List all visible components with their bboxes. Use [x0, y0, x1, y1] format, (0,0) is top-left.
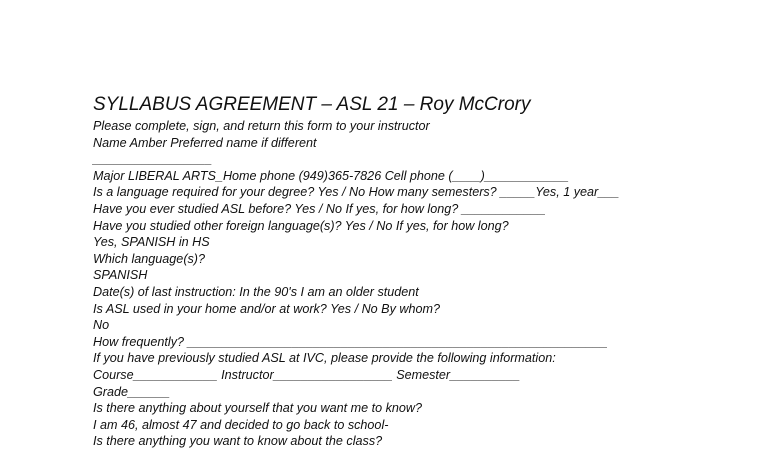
text-line: Is ASL used in your home and/or at work? Yes / No By whom? [93, 301, 440, 316]
text-line: Name Amber Preferred name if different [93, 135, 317, 150]
text-line: I am 46, almost 47 and decided to go back to school- [93, 417, 389, 432]
text-line: Please complete, sign, and return this form to your instructor [93, 119, 430, 133]
text-line: Is a language required for your degree? Yes / No How many semesters? _____Yes, 1 year___ [93, 185, 620, 200]
text-line: Have you ever studied ASL before? Yes / No If yes, for how long? ____________ [93, 201, 546, 216]
text-line: If you have previously studied ASL at IVC, please provide the following information: [93, 351, 556, 366]
text-line: Which language(s)? [93, 251, 206, 266]
text-line: Yes, SPANISH in HS [93, 235, 210, 250]
text-line: How frequently? ____________________________________________________________ [93, 334, 608, 349]
text-line: Is there anything you want to know about the class? [93, 434, 383, 449]
document-title: SYLLABUS AGREEMENT – ASL 21 – Roy McCrory [93, 94, 531, 115]
text-line: No [93, 318, 110, 333]
text-line: SPANISH [93, 268, 148, 283]
text-line: Is there anything about yourself that you want me to know? [93, 401, 423, 416]
text-line: Grade______ [93, 384, 171, 399]
text-line: Course____________ Instructor_________________ Semester__________ [93, 367, 521, 382]
text-line: _________________ [93, 152, 213, 167]
document-body [93, 118, 619, 450]
text-line: Date(s) of last instruction: In the 90's I am an older student [93, 284, 419, 299]
text-line: Have you studied other foreign language(s)? Yes / No If yes, for how long? [93, 218, 509, 233]
text-line: Major LIBERAL ARTS_Home phone (949)365-7826 Cell phone (____)____________ [93, 168, 569, 183]
